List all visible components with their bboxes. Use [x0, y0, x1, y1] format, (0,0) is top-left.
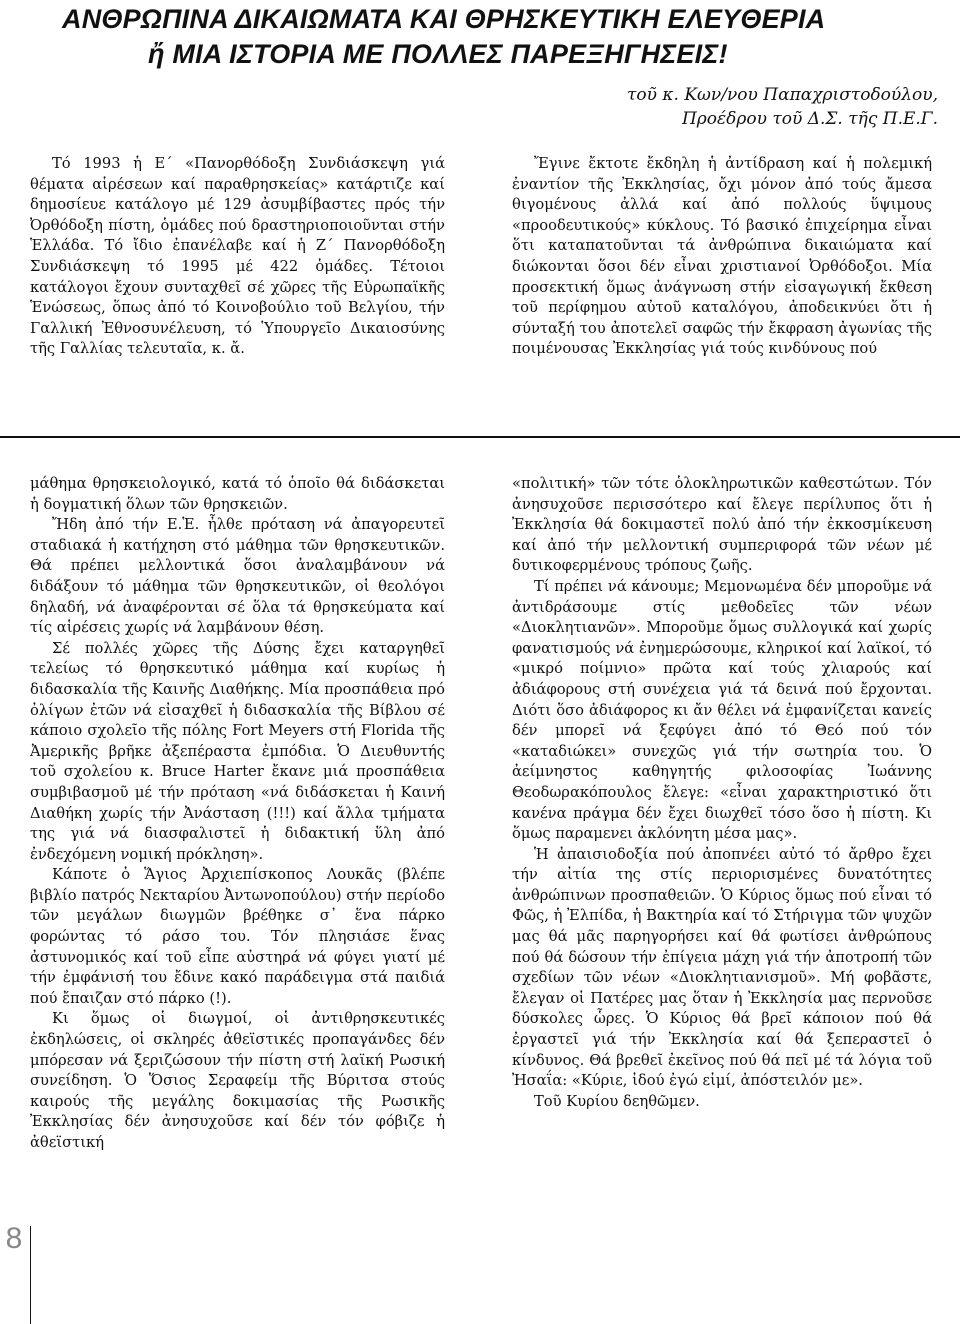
section-divider [0, 436, 960, 438]
body-column-left [30, 474, 445, 1154]
body-column-right [512, 474, 932, 1112]
paragraph: Κάποτε ὁ Ἅγιος Ἀρχιεπίσκοπος Λουκᾶς (βλέπε βιβλίο πατρός Νεκταρίου Ἀντωνοπούλου) στήν περίοδο τῶν μεγάλων διωγμῶν βρέθηκε σ᾽ ἕνα πάρκο φορώντας τό ράσο του. Τόν πλησιάσε ἕνας ἀστυνομικός καί τοῦ εἶπε αὐστηρά νά φύγει γιατί μέ τήν ἐμφάνισή του ἔδινε κακό παράδειγμα στά παιδιά πού ἔπαιζαν στό πάρκο (!). [30, 866, 445, 1007]
author-role: Προέδρου τοῦ Δ.Σ. τῆς Π.Ε.Γ. [681, 109, 938, 129]
article-title [62, 2, 952, 72]
paragraph: Τοῦ Κυρίου δεηθῶμεν. [534, 1092, 700, 1110]
paragraph: μάθημα θρησκειολογικό, κατά τό ὁποῖο θά διδάσκεται ἡ δογματική ὅλων τῶν θρησκειῶν. [30, 475, 445, 513]
paragraph: Τί πρέπει νά κάνουμε; Μεμονωμένα δέν μποροῦμε νά ἀντιδράσουμε στίς μεθοδεῖες τῶν νέων «Διοκλητιανῶν». Μποροῦμε ὅμως συλλογικά καί χωρίς φανατισμούς νά ἐνημερώσουμε, κληρικοί καί λαϊκοί, τό «μικρό ποίμνιο» πρῶτα καί τούς χλιαρούς καί ἀδιάφορους στή συνέχεια γιά τά δεινά πού ἔρχονται. Διότι ὅσο ἀδιάφορος κι ἄν θέλει νά ἐμφανίζεται κανείς δέν μπορεῖ νά ξεφύγει ἀπό τό Θεό πού τόν «καταδιώκει» συνεχῶς γιά τήν σωτηρία του. Ὁ ἀείμνηστος καθηγητής φιλοσοφίας Ἰωάννης Θεοδωρακόπουλος ἔλεγε: «εἶναι χαρακτηριστικό ὅτι κανένα πράγμα δέν ἔχει διωχθεῖ τόσο ὅσο ἡ πίστη. Κι ὅμως παραμενει ἀκλόνητη μέσα μας». [512, 577, 932, 843]
page-number-bar [30, 1226, 31, 1324]
paragraph: Σέ πολλές χῶρες τῆς Δύσης ἔχει καταργηθεῖ τελείως τό θρησκευτικό μάθημα καί κυρίως ἡ διδασκαλία τῆς Καινῆς Διαθήκης. Μία προσπάθεια πρό ὀλίγων ἐτῶν νά εἰσαχθεῖ ἡ διδασκαλία τῆς Βίβλου σέ κάποιο σχολεῖο τῆς πόλης Fort Meyers στή Florida τῆς Ἀμερικῆς βρῆκε ἀξεπέραστα ἐμπόδια. Ὁ Διευθυντής τοῦ σχολείου κ. Bruce Harter ἔκανε μιά προσπάθεια συμβιβασμοῦ μέ τήν πρόταση «νά διδάσκεται ἡ Καινή Διαθήκη χωρίς τήν Ἀνάσταση (!!!) καί ἄλλα τμήματα της γιά νά διασφαλιστεῖ ἡ διδακτική ὕλη ἀπό ἐνδεχόμενη νομική πρόκληση». [30, 639, 445, 863]
paragraph: Κι ὅμως οἱ διωγμοί, οἱ ἀντιθρησκευτικές ἐκδηλώσεις, οἱ σκληρές ἀθεϊστικές προπαγάνδες δέν μπόρεσαν νά ξεριζώσουν τήν πίστη στή λαϊκή Ρωσική συνείδηση. Ὁ Ὅσιος Σεραφείμ τῆς Βύριτσα στούς καιρούς τῆς μεγάλης δοκιμασίας τῆς Ρωσικῆς Ἐκκλησίας δέν ἀνησυχοῦσε καί δέν τόν φόβιζε ἡ ἀθεϊστική [30, 1010, 445, 1151]
page-number: 8 [5, 1222, 23, 1255]
author-name: τοῦ κ. Κων/νου Παπαχριστοδούλου, [627, 85, 938, 105]
paragraph: Ἔγινε ἔκτοτε ἔκδηλη ἡ ἀντίδραση καί ἡ πολεμική ἐναντίον τῆς Ἐκκλησίας, ὄχι μόνον ἀπό τούς ἄμεσα θιγομένους ἀλλά καί ἀπό πολλούς ὕψιμους «προοδευτικούς» κύκλους. Τό βασικό ἐπιχείρημα εἶναι ὅτι καταπατοῦνται τά ἀνθρώπινα δικαιώματα καί διώκονται ὅσοι δέν εἶναι χριστιανοί Ὀρθόδοξοι. Μία προσεκτική ὅμως ἀνάγνωση στήν εἰσαγωγική ἔκθεση τοῦ περίφημου αὐτοῦ καταλόγου, ἀποδεικνύει ὅτι ἡ σύνταξή του ἀποτελεῖ σαφῶς τήν ἔκφραση ἀγωνίας τῆς ποιμένουσας Ἐκκλησίας γιά τούς κινδύνους πού [512, 155, 932, 358]
title-line-1: ΑΝΘΡΩΠΙΝΑ ΔΙΚΑΙΩΜΑΤΑ ΚΑΙ ΘΡΗΣΚΕΥΤΙΚΗ ΕΛΕΥΘΕΡΙΑ [62, 4, 826, 34]
title-line-2: ἤ ΜΙΑ ΙΣΤΟΡΙΑ ΜΕ ΠΟΛΛΕΣ ΠΑΡΕΞΗΓΗΣΕΙΣ! [148, 39, 728, 69]
author-byline [627, 83, 938, 131]
paragraph: «πολιτική» τῶν τότε ὁλοκληρωτικῶν καθεστώτων. Τόν ἀνησυχοῦσε περισσότερο καί ἔλεγε περίλυπος ὅτι ἡ Ἐκκλησία θά δοκιμαστεῖ πολύ ἀπό τήν ἐκκοσμίκευση καί ἀπό τήν μελλοντική συμπεριφορά τῶν νέων μέ δυτικοφερμένους τρόπους ζωῆς. [512, 475, 932, 575]
paragraph: Ἡ ἀπαισιοδοξία πού ἀποπνέει αὐτό τό ἄρθρο ἔχει τήν αἰτία της στίς περιορισμένες δυνατότητες ἀνθρώπινων προσπαθειῶν. Ὁ Κύριος ὅμως πού εἶναι τό Φῶς, ἡ Ἐλπίδα, ἡ Βακτηρία καί τό Στήριγμα τῶν ψυχῶν μας θά μᾶς παρηγορήσει καί θά φωτίσει ἀνθρώπους πού θά δώσουν τήν ἐπίγεια μάχη γιά τήν ἀποτροπή τῶν σχεδίων τῶν νέων «Διοκλητιανισμοῦ». Μή φοβᾶστε, ἔλεγαν οἱ Πατέρες μας ὅταν ἡ Ἐκκλησία μας περνοῦσε δύσκολες ὧρες. Ὁ Κύριος θά βρεῖ κάποιον πού θά ἐργαστεῖ γιά τήν Ἐκκλησία καί θά ξεπεραστεῖ ὁ κίνδυνος. Θά βρεθεῖ ἐκεῖνος πού θά πεῖ μέ τά λόγια τοῦ Ἠσαΐα: «Κύριε, ἰδού ἐγώ εἰμί, ἀπόστειλόν με». [512, 845, 932, 1090]
paragraph: Ἤδη ἀπό τήν Ε.Ἑ. ἦλθε πρόταση νά ἀπαγορευτεῖ σταδιακά ἡ κατήχηση στό μάθημα τῶν θρησκευτικῶν. Θά πρέπει μελλοντικά ὅσοι ἀναλαμβάνουν νά διδάξουν τό μάθημα τῶν θρησκευτικῶν, οἱ θεολόγοι δηλαδή, νά ἀναφέρονται σέ ὅλα τά θρησκεύματα καί τίς αἱρέσεις χωρίς νά λαμβάνουν θέση. [30, 516, 445, 637]
paragraph: Τό 1993 ἡ Ε΄ «Πανορθόδοξη Συνδιάσκεψη γιά θέματα αἱρέσεων καί παραθρησκείας» κατάρτιζε καί δημοσίευε κατάλογο μέ 129 ἀσυμβίβαστες πρός τήν Ὀρθόδοξη πίστη, ὁμάδες πού δραστηριοποιοῦνται στήν Ἑλλάδα. Τό ἴδιο ἐπανέλαβε καί ἡ Ζ΄ Πανορθόδοξη Συνδιάσκεψη τό 1995 μέ 422 ὁμάδες. Τέτοιοι κατάλογοι ἔχουν συνταχθεῖ σέ χῶρες τῆς Εὐρωπαϊκῆς Ἑνώσεως, ὅπως ἀπό τό Κοινοβούλιο τοῦ Βελγίου, τήν Γαλλική Ἐθνοσυνέλευση, τό Ὑπουργεῖο Δικαιοσύνης τῆς Γαλλίας τελευταῖα, κ. ἄ. [30, 155, 445, 358]
intro-column-right [512, 154, 932, 360]
intro-column-left [30, 154, 445, 360]
